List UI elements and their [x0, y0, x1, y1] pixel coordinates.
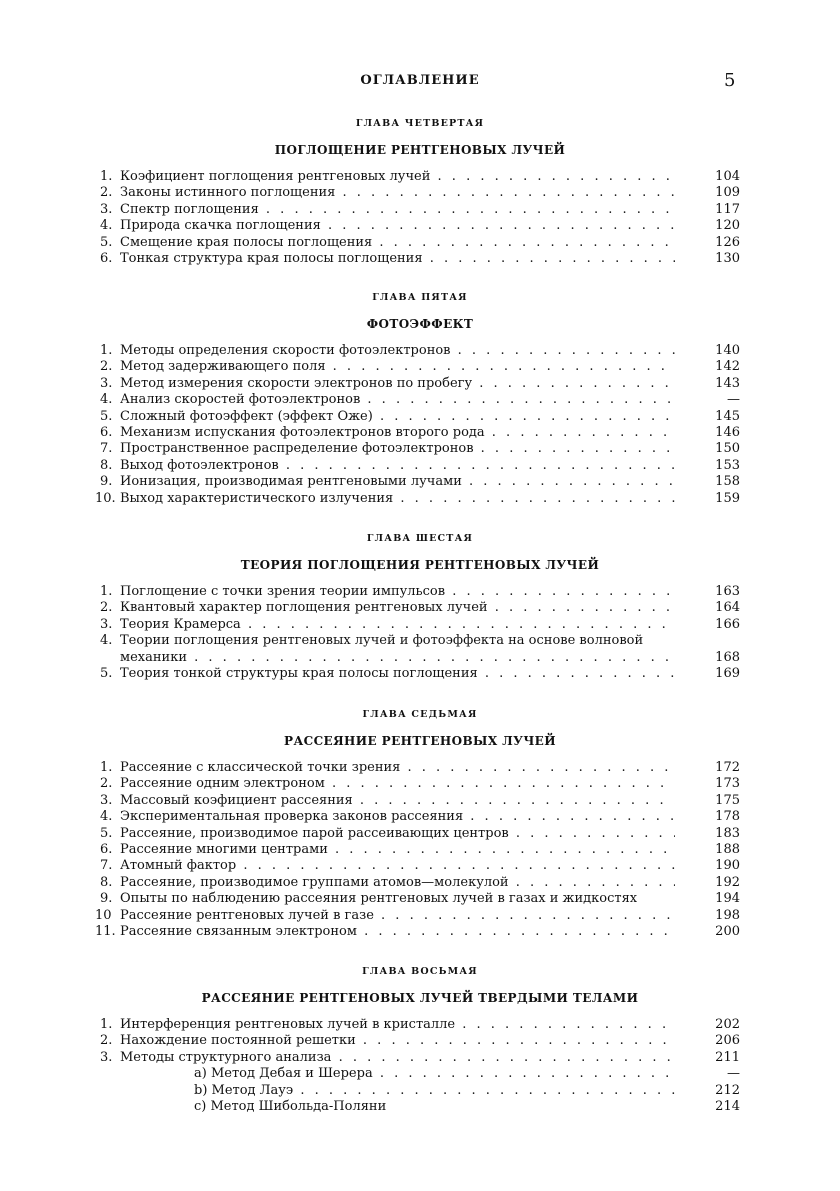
- toc-entry[interactable]: [95, 1033, 745, 1049]
- entry-page: 140: [715, 343, 740, 358]
- toc-entry[interactable]: [95, 1017, 745, 1033]
- toc-entries: [95, 760, 745, 940]
- toc-entry[interactable]: [95, 875, 745, 891]
- entry-page: 175: [715, 792, 740, 808]
- entry-number: 3.: [100, 201, 113, 217]
- toc-entries: [95, 1017, 745, 1115]
- entry-title: Метод задерживающего поля . . .: [120, 359, 675, 375]
- page-number: 5: [724, 70, 736, 91]
- entry-number: 4.: [100, 633, 113, 649]
- entry-title: Нахождение постоянной решетки . . .: [120, 1033, 675, 1049]
- toc-entry[interactable]: [95, 409, 745, 425]
- chapter-label: ГЛАВА ВОСЬМАЯ: [362, 966, 478, 977]
- chapter-eight: [95, 965, 745, 1115]
- entry-number: 4.: [100, 809, 113, 825]
- entry-title: Рассеяние одним электроном . . .: [120, 776, 675, 792]
- entry-title: Метод измерения скорости электронов по пробегу . . .: [120, 376, 675, 392]
- entry-title: Анализ скоростей фотоэлектронов . . .: [120, 392, 675, 408]
- toc-entry[interactable]: [95, 858, 745, 874]
- toc-entry[interactable]: [95, 908, 745, 924]
- entry-title: Законы истинного поглощения . . .: [120, 185, 675, 201]
- entry-title: Природа скачка поглощения . . .: [120, 218, 675, 234]
- entry-number: 1.: [100, 343, 113, 358]
- toc-entry[interactable]: [95, 826, 745, 842]
- entry-number: 2.: [100, 185, 113, 201]
- entry-title: Рассеяние, производимое группами атомов—молекулой . . .: [120, 875, 675, 891]
- entry-page: 169: [715, 665, 740, 681]
- toc-entry[interactable]: [95, 185, 745, 201]
- toc-entries: [95, 169, 745, 267]
- toc-entry[interactable]: [95, 842, 745, 858]
- entry-number: 6.: [100, 250, 113, 266]
- toc-entry[interactable]: [95, 359, 745, 375]
- entry-page: 178: [715, 809, 740, 825]
- entry-number: 1.: [100, 1017, 113, 1032]
- entry-page: —: [727, 392, 740, 408]
- chapter-label: ГЛАВА СЕДЬМАЯ: [362, 709, 478, 720]
- entry-page: 126: [715, 234, 740, 250]
- chapter-label: ГЛАВА ЧЕТВЕРТАЯ: [355, 118, 485, 129]
- toc-entry[interactable]: [95, 376, 745, 392]
- entry-title: Методы структурного анализа . . .: [120, 1050, 675, 1066]
- entry-page: 159: [715, 490, 740, 506]
- entry-title: Смещение края полосы поглощения . . .: [120, 235, 675, 251]
- entry-title: Рассеяние рентгеновых лучей в газе . . .: [120, 908, 675, 924]
- toc-entry[interactable]: [95, 474, 745, 490]
- toc-entry[interactable]: [95, 441, 745, 457]
- page-title: ОГЛАВЛЕНИЕ: [360, 73, 480, 88]
- toc-entries: [95, 343, 745, 507]
- entry-page: 166: [715, 616, 740, 632]
- toc-entry[interactable]: [95, 235, 745, 251]
- entry-page: —: [727, 1066, 740, 1082]
- entry-page: 190: [715, 858, 740, 874]
- entry-title: Поглощение с точки зрения теории импульсов . . .: [120, 584, 675, 600]
- chapter-label: ГЛАВА ШЕСТАЯ: [366, 533, 474, 544]
- toc-entry[interactable]: [95, 809, 745, 825]
- entry-number: 2.: [100, 1033, 113, 1049]
- entry-number: 3.: [100, 616, 113, 632]
- entry-page: 200: [715, 923, 740, 939]
- entry-page: 158: [715, 474, 740, 490]
- toc-entry[interactable]: [95, 924, 745, 940]
- toc-entry[interactable]: [95, 776, 745, 792]
- entry-title: c) Метод Шибольда-Поляни: [194, 1098, 387, 1114]
- entry-page: 202: [715, 1017, 740, 1032]
- entry-title: Сложный фотоэффект (эффект Оже) . . .: [120, 409, 675, 425]
- entry-title: a) Метод Дебая и Шерера . . .: [194, 1066, 675, 1082]
- chapter-title: ТЕОРИЯ ПОГЛОЩЕНИЯ РЕНТГЕНОВЫХ ЛУЧЕЙ: [240, 558, 600, 572]
- entry-number: 3.: [100, 1049, 113, 1065]
- entry-number: 3.: [100, 792, 113, 808]
- chapter-seven: [95, 708, 745, 940]
- entry-title: Экспериментальная проверка законов рассеяния . . .: [120, 809, 675, 825]
- entry-page: 188: [715, 841, 740, 857]
- toc-entry[interactable]: [95, 491, 745, 507]
- entry-page: 192: [715, 874, 740, 890]
- chapter-label: ГЛАВА ПЯТАЯ: [372, 292, 468, 303]
- entry-title: Рассеяние, производимое парой рассеивающих центров . . .: [120, 826, 675, 842]
- toc-entry[interactable]: [95, 425, 745, 441]
- entry-number: 7.: [100, 858, 113, 874]
- entry-title: Рассеяние связанным электроном . . .: [120, 924, 675, 940]
- entry-number: 11.: [95, 923, 116, 939]
- entry-number: 10: [95, 907, 112, 923]
- entry-page: 211: [715, 1049, 740, 1065]
- entry-page: 120: [715, 218, 740, 234]
- toc-entry[interactable]: [95, 666, 745, 682]
- entry-number: 9.: [100, 891, 113, 907]
- entry-number: 4.: [100, 218, 113, 234]
- toc-entries: [95, 584, 745, 682]
- entry-title: Рассеяние многими центрами . . .: [120, 842, 675, 858]
- toc-entry[interactable]: [95, 650, 745, 666]
- chapter-title: ПОГЛОЩЕНИЕ РЕНТГЕНОВЫХ ЛУЧЕЙ: [274, 143, 566, 157]
- entry-page: 206: [715, 1033, 740, 1049]
- toc-entry[interactable]: [95, 218, 745, 234]
- entry-number: 2.: [100, 776, 113, 792]
- entry-number: 8.: [100, 457, 113, 473]
- entry-title: Массовый коэфициент рассеяния . . .: [120, 793, 675, 809]
- toc-entry[interactable]: [95, 202, 745, 218]
- entry-page: 109: [715, 185, 740, 201]
- entry-title: Механизм испускания фотоэлектронов второго рода . . .: [120, 425, 675, 441]
- entry-number: 4.: [100, 392, 113, 408]
- toc-entry[interactable]: [95, 251, 745, 267]
- entry-page: 194: [715, 891, 740, 907]
- toc-entry[interactable]: [95, 600, 745, 616]
- entry-number: 1.: [100, 760, 113, 775]
- running-head: [0, 71, 840, 95]
- entry-page: 143: [715, 375, 740, 391]
- toc-entry[interactable]: [95, 1099, 745, 1115]
- entry-number: 6.: [100, 424, 113, 440]
- entry-number: 7.: [100, 441, 113, 457]
- entry-page: 153: [715, 457, 740, 473]
- toc-entry[interactable]: [95, 891, 745, 907]
- entry-page: 142: [715, 359, 740, 375]
- toc-entry[interactable]: [95, 392, 745, 408]
- entry-number: 6.: [100, 841, 113, 857]
- entry-number: 5.: [100, 408, 113, 424]
- entry-title: Тонкая структура края полосы поглощения . . .: [120, 251, 675, 267]
- toc-entry[interactable]: [95, 617, 745, 633]
- entry-title: Квантовый характер поглощения рентгеновых лучей . . .: [120, 600, 675, 616]
- entry-page: 104: [715, 169, 740, 184]
- entry-page: 183: [715, 825, 740, 841]
- entry-title: Коэфициент поглощения рентгеновых лучей . . .: [120, 169, 675, 185]
- entry-title: Методы определения скорости фотоэлектронов . . .: [120, 343, 675, 359]
- entry-title: b) Метод Лауэ . . .: [194, 1083, 675, 1099]
- entry-number: 9.: [100, 474, 113, 490]
- toc-entry[interactable]: [95, 169, 745, 185]
- toc-entry[interactable]: [95, 633, 745, 649]
- entry-number: 1.: [100, 584, 113, 599]
- entry-page: 117: [715, 201, 740, 217]
- entry-number: 2.: [100, 359, 113, 375]
- toc-entry[interactable]: [95, 793, 745, 809]
- entry-title: Теория тонкой структуры края полосы поглощения . . .: [120, 666, 675, 682]
- chapter-title: ФОТОЭФФЕКТ: [366, 317, 474, 331]
- entry-title: Ионизация, производимая рентгеновыми лучами . . .: [120, 474, 675, 490]
- entry-title: механики . . .: [120, 650, 675, 666]
- entry-page: 146: [715, 424, 740, 440]
- entry-number: 5.: [100, 665, 113, 681]
- chapter-four: [95, 117, 745, 267]
- toc-entry[interactable]: [95, 760, 745, 776]
- toc-entry[interactable]: [95, 1066, 745, 1082]
- entry-title: Выход характеристического излучения . . .: [120, 491, 675, 507]
- chapter-six: [95, 532, 745, 682]
- toc-entry[interactable]: [95, 584, 745, 600]
- entry-title: Теория Крамерса . . .: [120, 617, 675, 633]
- entry-page: 214: [715, 1098, 740, 1114]
- chapter-five: [95, 291, 745, 507]
- entry-number: 8.: [100, 874, 113, 890]
- entry-number: 10.: [95, 490, 116, 506]
- entry-title: Рассеяние с классической точки зрения . . .: [120, 760, 675, 776]
- entry-title: Пространственное распределение фотоэлектронов . . .: [120, 441, 675, 457]
- entry-page: 150: [715, 441, 740, 457]
- entry-title: Спектр поглощения . . .: [120, 202, 675, 218]
- chapter-title: РАССЕЯНИЕ РЕНТГЕНОВЫХ ЛУЧЕЙ: [284, 734, 556, 748]
- toc-entry[interactable]: [95, 1083, 745, 1099]
- entry-page: 145: [715, 408, 740, 424]
- entry-number: 5.: [100, 825, 113, 841]
- entry-title: Теории поглощения рентгеновых лучей и фотоэффекта на основе волновой: [120, 633, 644, 649]
- entry-number: 5.: [100, 234, 113, 250]
- entry-title: Выход фотоэлектронов . . .: [120, 458, 675, 474]
- entry-page: 173: [715, 776, 740, 792]
- entry-page: 172: [715, 760, 740, 775]
- chapter-title: РАССЕЯНИЕ РЕНТГЕНОВЫХ ЛУЧЕЙ ТВЕРДЫМИ ТЕЛАМИ: [201, 991, 639, 1005]
- entry-page: 198: [715, 907, 740, 923]
- entry-title: Атомный фактор . . .: [120, 858, 675, 874]
- entry-page: 168: [715, 649, 740, 665]
- entry-title: Интерференция рентгеновых лучей в кристалле . . .: [120, 1017, 675, 1033]
- entry-number: 1.: [100, 169, 113, 184]
- entry-number: 3.: [100, 375, 113, 391]
- toc-entry[interactable]: [95, 1050, 745, 1066]
- entry-number: 2.: [100, 600, 113, 616]
- entry-page: 212: [715, 1082, 740, 1098]
- toc-entry[interactable]: [95, 458, 745, 474]
- entry-page: 163: [715, 584, 740, 599]
- entry-page: 130: [715, 250, 740, 266]
- entry-title: Опыты по наблюдению рассеяния рентгеновых лучей в газах и жидкостях: [120, 891, 638, 907]
- toc-entry[interactable]: [95, 343, 745, 359]
- entry-page: 164: [715, 600, 740, 616]
